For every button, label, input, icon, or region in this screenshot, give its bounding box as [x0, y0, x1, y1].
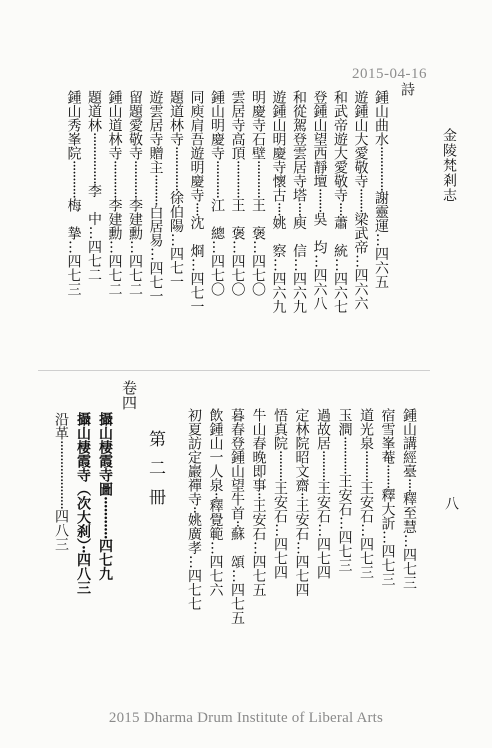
entry-dash: … — [65, 239, 82, 254]
entry-dash: … — [358, 523, 374, 538]
entry-author: 王安石 — [293, 498, 310, 541]
entry-title: 和從駕登雲居寺塔 — [291, 90, 307, 202]
entry-dash: … — [373, 232, 389, 247]
entry-title: 攝山棲霞寺圖 — [97, 412, 113, 496]
entry-page: 四七五 — [250, 554, 267, 597]
date-stamp: 2015-04-16 — [352, 66, 427, 82]
entry-dash: … — [207, 540, 224, 555]
entry-author: 姚 察 — [270, 215, 287, 258]
entry-dash: … — [229, 239, 246, 254]
entry-title: 暮春登鍾山望牛首 — [229, 408, 245, 520]
entry-author: 謝靈運 — [373, 190, 389, 233]
dot-leader: ·· — [229, 520, 245, 527]
entry-page: 四七二 — [86, 239, 102, 282]
dot-leader: ··········· — [106, 160, 123, 198]
dot-leader: ······· — [352, 188, 369, 213]
footer-credit: 2015 Dharma Drum Institute of Liberal Arts — [108, 710, 384, 726]
dot-leader: ··········· — [65, 160, 82, 198]
entry-title: 定林院昭文齋 — [293, 408, 310, 492]
toc-entry — [336, 408, 353, 572]
toc-entry — [208, 90, 225, 296]
entry-author: 李 中 — [86, 183, 102, 226]
entry-title: 遊鍾山明慶寺懷古 — [270, 90, 287, 202]
entry-page: 四七六 — [207, 554, 224, 597]
dot-leader: ·· — [186, 506, 202, 513]
entry-dash: … — [86, 225, 102, 240]
entry-title: 牛山春晚即事 — [250, 408, 267, 492]
entry-dash: … — [293, 540, 310, 555]
dot-leader: ······· — [311, 188, 328, 213]
entry-page: 四七〇 — [250, 253, 266, 296]
dot-leader: ·· — [207, 492, 224, 499]
toc-entry — [52, 412, 69, 551]
entry-title: 明慶寺石壁 — [250, 90, 266, 160]
entry-page: 四七一 — [188, 271, 205, 314]
entry-author: 梅 摯 — [65, 197, 82, 240]
entry-page: 四七一 — [168, 246, 184, 289]
entry-author: 釋至慧 — [401, 491, 417, 534]
toc-entry — [228, 408, 245, 625]
entry-dash: … — [291, 257, 307, 272]
dot-leader: ········· — [315, 450, 331, 482]
toc-entry — [379, 408, 396, 586]
entry-author: 蘇 頌 — [229, 526, 245, 569]
entry-author: 王 褒 — [250, 197, 266, 240]
entry-title: 鍾山講經臺 — [401, 408, 417, 478]
entry-author: 釋覺範 — [207, 498, 224, 541]
section-label: 詩 — [399, 82, 415, 96]
toc-entry — [147, 90, 164, 303]
entry-page: 四七三 — [336, 529, 353, 572]
dot-leader: ·· — [75, 545, 91, 553]
entry-title: 沿革 — [53, 412, 69, 440]
entry-title: 鍾山明慶寺 — [209, 90, 225, 160]
entry-author: 白居易 — [147, 205, 164, 248]
entry-dash: … — [332, 257, 348, 272]
toc-entry — [229, 90, 246, 296]
toc-entry — [331, 90, 348, 314]
toc-entry — [96, 412, 113, 581]
toc-entry — [357, 408, 374, 579]
entry-page: 四七七 — [186, 568, 202, 611]
entry-dash: … — [315, 523, 331, 538]
entry-dash: … — [127, 239, 143, 254]
entry-page: 四六九 — [291, 271, 307, 314]
entry-author: 徐伯陽 — [168, 190, 184, 233]
dot-leader: ··········· — [229, 160, 246, 198]
entry-dash: … — [311, 254, 328, 269]
toc-entry — [126, 90, 143, 296]
dot-leader: ··············· — [86, 132, 102, 184]
entry-author: 蕭 統 — [332, 215, 348, 258]
entry-author: 李建勳 — [127, 197, 143, 240]
entry-dash: … — [106, 239, 123, 254]
entry-author: 釋大訢 — [379, 488, 396, 531]
entry-author: 江 總 — [209, 197, 225, 240]
entry-title: 宿雪峯菴 — [379, 408, 396, 464]
entry-title: 鍾山秀峯院 — [65, 90, 82, 160]
entry-dash: … — [401, 533, 417, 548]
entry-page: 四七三 — [65, 253, 82, 296]
entry-dash: … — [352, 254, 369, 269]
dot-leader: ········· — [358, 450, 374, 482]
dot-leader: ···················· — [53, 440, 69, 510]
toc-entry — [249, 90, 266, 296]
dot-leader: ·· — [250, 492, 267, 499]
entry-page: 四七四 — [293, 554, 310, 597]
entry-dash: … — [229, 568, 245, 583]
toc-entry — [188, 90, 205, 314]
entry-author: 王安石 — [336, 473, 353, 516]
entry-dash: … — [186, 554, 202, 569]
book-part-label: 第二冊 — [145, 430, 165, 517]
dot-leader: ··········· — [127, 160, 143, 198]
entry-author: 王安石 — [315, 481, 331, 524]
entry-page: 四七四 — [315, 537, 331, 580]
entry-page: 四六七 — [332, 271, 348, 314]
dot-leader: ···· — [332, 202, 348, 216]
entry-page: 四八三 — [75, 552, 91, 595]
entry-title: 留題愛敬寺 — [127, 90, 143, 160]
entry-title: 題道林寺 — [168, 90, 184, 146]
volume-label: 卷四 — [120, 380, 138, 410]
entry-page: 四七二 — [127, 253, 143, 296]
entry-page: 四七三 — [358, 537, 374, 580]
toc-entry — [271, 408, 288, 579]
toc-entry — [400, 408, 417, 590]
entry-dash: … — [250, 540, 267, 555]
entry-title: 飲鍾山一人泉 — [207, 408, 224, 492]
dot-leader: ············· — [373, 146, 389, 191]
entry-title: 攝山棲霞寺（次大刹） — [75, 412, 91, 545]
toc-entry — [290, 90, 307, 314]
page-number: 八 — [443, 496, 459, 510]
entry-page: 四七四 — [272, 537, 288, 580]
toc-entry — [250, 408, 267, 597]
toc-entry — [270, 90, 287, 314]
entry-page: 四七〇 — [209, 253, 225, 296]
entry-author: 李建勳 — [106, 197, 123, 240]
dot-leader: ············· — [168, 146, 184, 191]
entry-page: 四六八 — [311, 268, 328, 311]
entry-title: 過故居 — [315, 408, 331, 450]
entry-dash: … — [379, 530, 396, 545]
entry-title: 遊鍾山大愛敬寺 — [352, 90, 369, 188]
toc-entry — [372, 90, 389, 289]
entry-title: 玉澗 — [336, 408, 353, 436]
entry-title: 登鍾山望西靜壇 — [311, 90, 328, 188]
dot-leader: ········· — [147, 174, 164, 206]
dot-leader: ··········· — [97, 496, 113, 539]
toc-entry — [65, 90, 82, 296]
book-title: 金陵梵剎志 — [441, 128, 457, 203]
entry-author: 吳 均 — [311, 212, 328, 255]
entry-dash: … — [270, 257, 287, 272]
dot-leader: ···· — [291, 202, 307, 216]
entry-page: 四八三 — [53, 509, 69, 552]
entry-author: 王安石 — [272, 481, 288, 524]
entry-title: 鍾山曲水 — [373, 90, 389, 146]
entry-title: 初夏訪定巖禪寺 — [186, 408, 202, 506]
toc-entry — [207, 408, 224, 597]
dot-leader: ··········· — [336, 436, 353, 474]
entry-page: 四六九 — [270, 271, 287, 314]
entry-page: 四六五 — [373, 246, 389, 289]
entry-author: 沈 烱 — [188, 215, 205, 258]
entry-title: 題道林 — [86, 90, 102, 132]
entry-title: 鍾山道林寺 — [106, 90, 123, 160]
toc-entry — [185, 408, 202, 611]
dot-leader: ·· — [293, 492, 310, 499]
entry-title: 和武帝遊大愛敬寺 — [332, 90, 348, 202]
entry-dash: … — [250, 239, 266, 254]
entry-page: 四七一 — [147, 261, 164, 304]
entry-title: 道光泉 — [358, 408, 374, 450]
toc-entry — [311, 90, 328, 310]
dot-leader: ········· — [272, 450, 288, 482]
toc-entry — [167, 90, 184, 289]
dot-leader: ···· — [401, 478, 417, 492]
entry-author: 梁武帝 — [352, 212, 369, 255]
dot-leader: ··········· — [250, 160, 266, 198]
entry-author: 王 褒 — [229, 197, 246, 240]
entry-dash: … — [168, 232, 184, 247]
entry-dash: … — [147, 247, 164, 262]
entry-page: 四七五 — [229, 582, 245, 625]
entry-dash: … — [188, 257, 205, 272]
dot-leader: ······· — [379, 464, 396, 489]
entry-page: 四七三 — [379, 544, 396, 587]
page-divider — [38, 370, 430, 371]
toc-entry — [293, 408, 310, 597]
entry-page: 四七三 — [401, 547, 417, 590]
toc-entry — [74, 412, 91, 595]
entry-dash: … — [336, 515, 353, 530]
toc-entry — [314, 408, 331, 579]
entry-page: 四七九 — [97, 538, 113, 581]
entry-author: 王安石 — [358, 481, 374, 524]
dot-leader: ···· — [188, 202, 205, 216]
entry-page: 四七〇 — [229, 253, 246, 296]
entry-author: 庾 信 — [291, 215, 307, 258]
entry-dash: … — [209, 239, 225, 254]
entry-title: 遊雲居寺贈主 — [147, 90, 164, 174]
entry-title: 同庾肩吾遊明慶寺 — [188, 90, 205, 202]
toc-entry — [85, 90, 102, 282]
dot-leader: ···· — [270, 202, 287, 216]
entry-page: 四七二 — [106, 253, 123, 296]
entry-author: 姚廣孝 — [186, 512, 202, 555]
dot-leader: ··········· — [209, 160, 225, 198]
entry-page: 四六六 — [352, 268, 369, 311]
entry-title: 悟真院 — [272, 408, 288, 450]
toc-entry — [352, 90, 369, 310]
entry-title: 雲居寺高頂 — [229, 90, 246, 160]
toc-entry — [106, 90, 123, 296]
entry-dash: … — [272, 523, 288, 538]
entry-author: 王安石 — [250, 498, 267, 541]
